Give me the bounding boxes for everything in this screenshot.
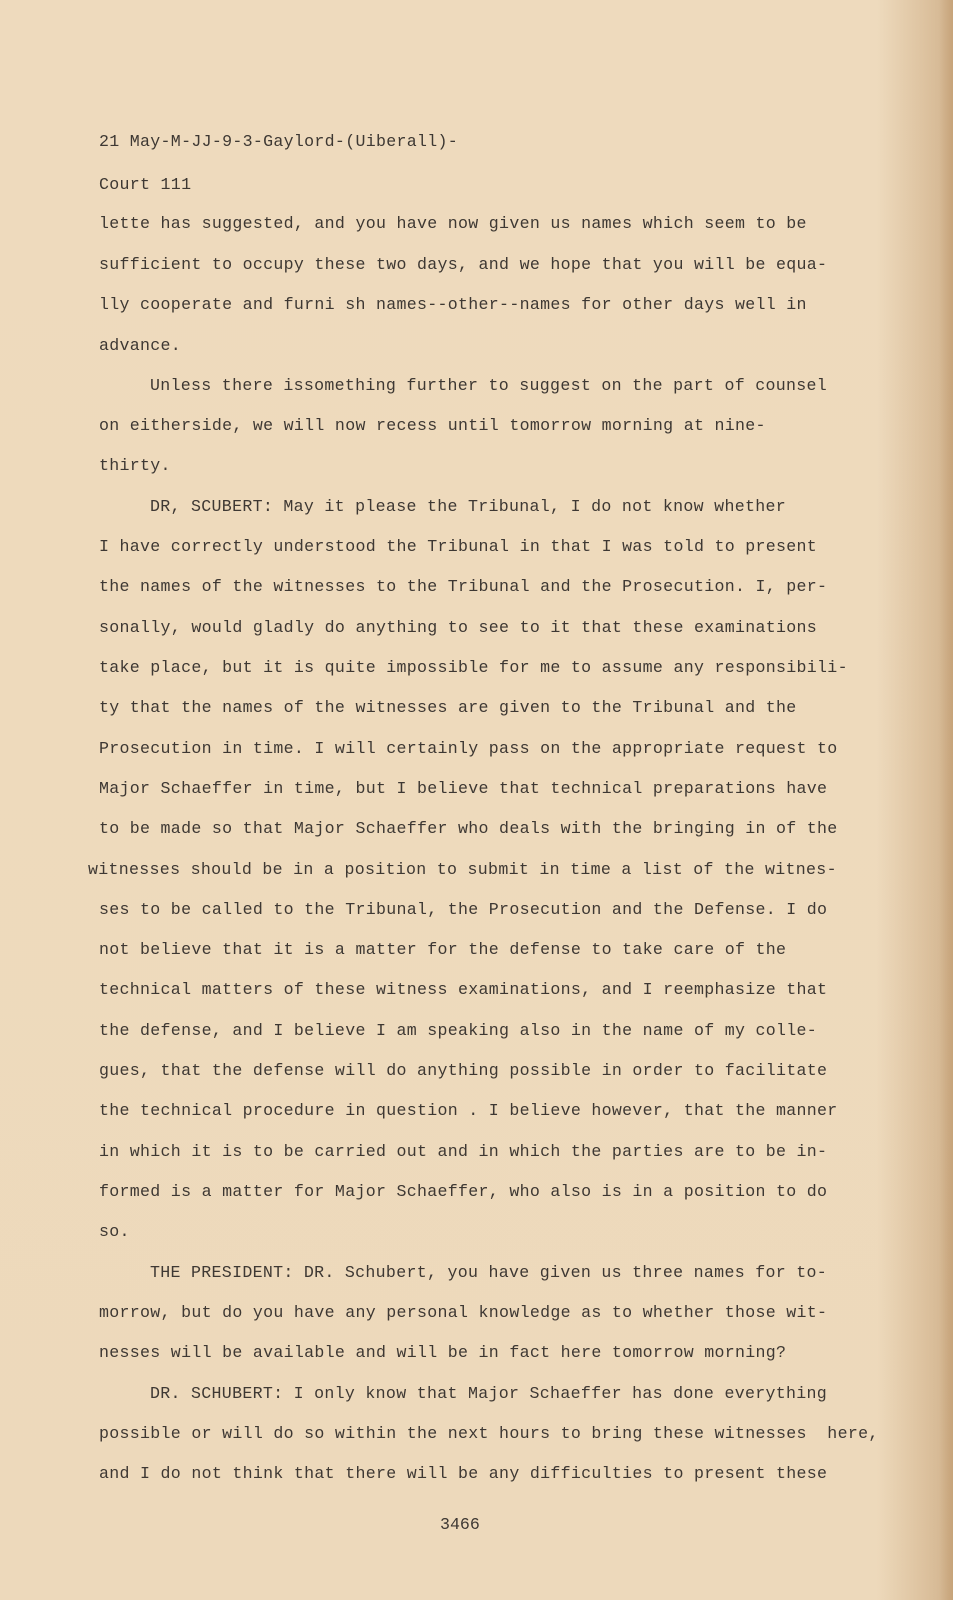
text-line: possible or will do so within the next hours to bring these witnesses here, — [99, 1424, 879, 1443]
text-line: THE PRESIDENT: DR. Schubert, you have given us three names for to- — [150, 1263, 828, 1282]
text-line: gues, that the defense will do anything possible in order to facilitate — [99, 1061, 828, 1080]
text-line: in which it is to be carried out and in which the parties are to be in- — [99, 1142, 828, 1161]
text-line: Prosecution in time. I will certainly pass on the appropriate request to — [99, 739, 838, 758]
text-line: to be made so that Major Schaeffer who deals with the bringing in of the — [99, 819, 838, 838]
text-line: I have correctly understood the Tribunal in that I was told to present — [99, 537, 818, 556]
text-line: morrow, but do you have any personal knowledge as to whether those wit- — [99, 1303, 828, 1322]
text-line: not believe that it is a matter for the defense to take care of the — [99, 940, 787, 959]
page-number: 3466 — [440, 1515, 480, 1534]
page-edge-shadow — [939, 0, 953, 1600]
text-line: witnesses should be in a position to submit in time a list of the witnes- — [88, 860, 837, 879]
text-line: the defense, and I believe I am speaking also in the name of my colle- — [99, 1021, 818, 1040]
text-line: take place, but it is quite impossible for me to assume any responsibili- — [99, 658, 848, 677]
text-line: lette has suggested, and you have now given us names which seem to be — [99, 214, 807, 233]
text-line: lly cooperate and furni sh names--other--names for other days well in — [99, 295, 807, 314]
text-line: sonally, would gladly do anything to see to it that these examinations — [99, 618, 818, 637]
session-header: 21 May-M-JJ-9-3-Gaylord-(Uiberall)- — [99, 132, 459, 151]
text-line: DR. SCHUBERT: I only know that Major Schaeffer has done everything — [150, 1384, 828, 1403]
text-line: sufficient to occupy these two days, and we hope that you will be equa- — [99, 255, 828, 274]
text-line: the technical procedure in question . I believe however, that the manner — [99, 1101, 838, 1120]
text-line: ty that the names of the witnesses are given to the Tribunal and the — [99, 698, 797, 717]
text-line: technical matters of these witness examinations, and I reemphasize that — [99, 980, 828, 999]
text-line: ses to be called to the Tribunal, the Prosecution and the Defense. I do — [99, 900, 828, 919]
text-line: thirty. — [99, 456, 171, 475]
text-line: formed is a matter for Major Schaeffer, who also is in a position to do — [99, 1182, 828, 1201]
text-line: Unless there issomething further to suggest on the part of counsel — [150, 376, 828, 395]
text-line: and I do not think that there will be any difficulties to present these — [99, 1464, 828, 1483]
text-line: advance. — [99, 336, 182, 355]
text-line: so. — [99, 1222, 130, 1241]
text-line: Major Schaeffer in time, but I believe that technical preparations have — [99, 779, 828, 798]
text-line: DR, SCUBERT: May it please the Tribunal, I do not know whether — [150, 497, 786, 516]
text-line: the names of the witnesses to the Tribunal and the Prosecution. I, per- — [99, 577, 828, 596]
text-line: on eitherside, we will now recess until tomorrow morning at nine- — [99, 416, 766, 435]
court-header: Court 111 — [99, 175, 192, 194]
text-line: nesses will be available and will be in fact here tomorrow morning? — [99, 1343, 787, 1362]
